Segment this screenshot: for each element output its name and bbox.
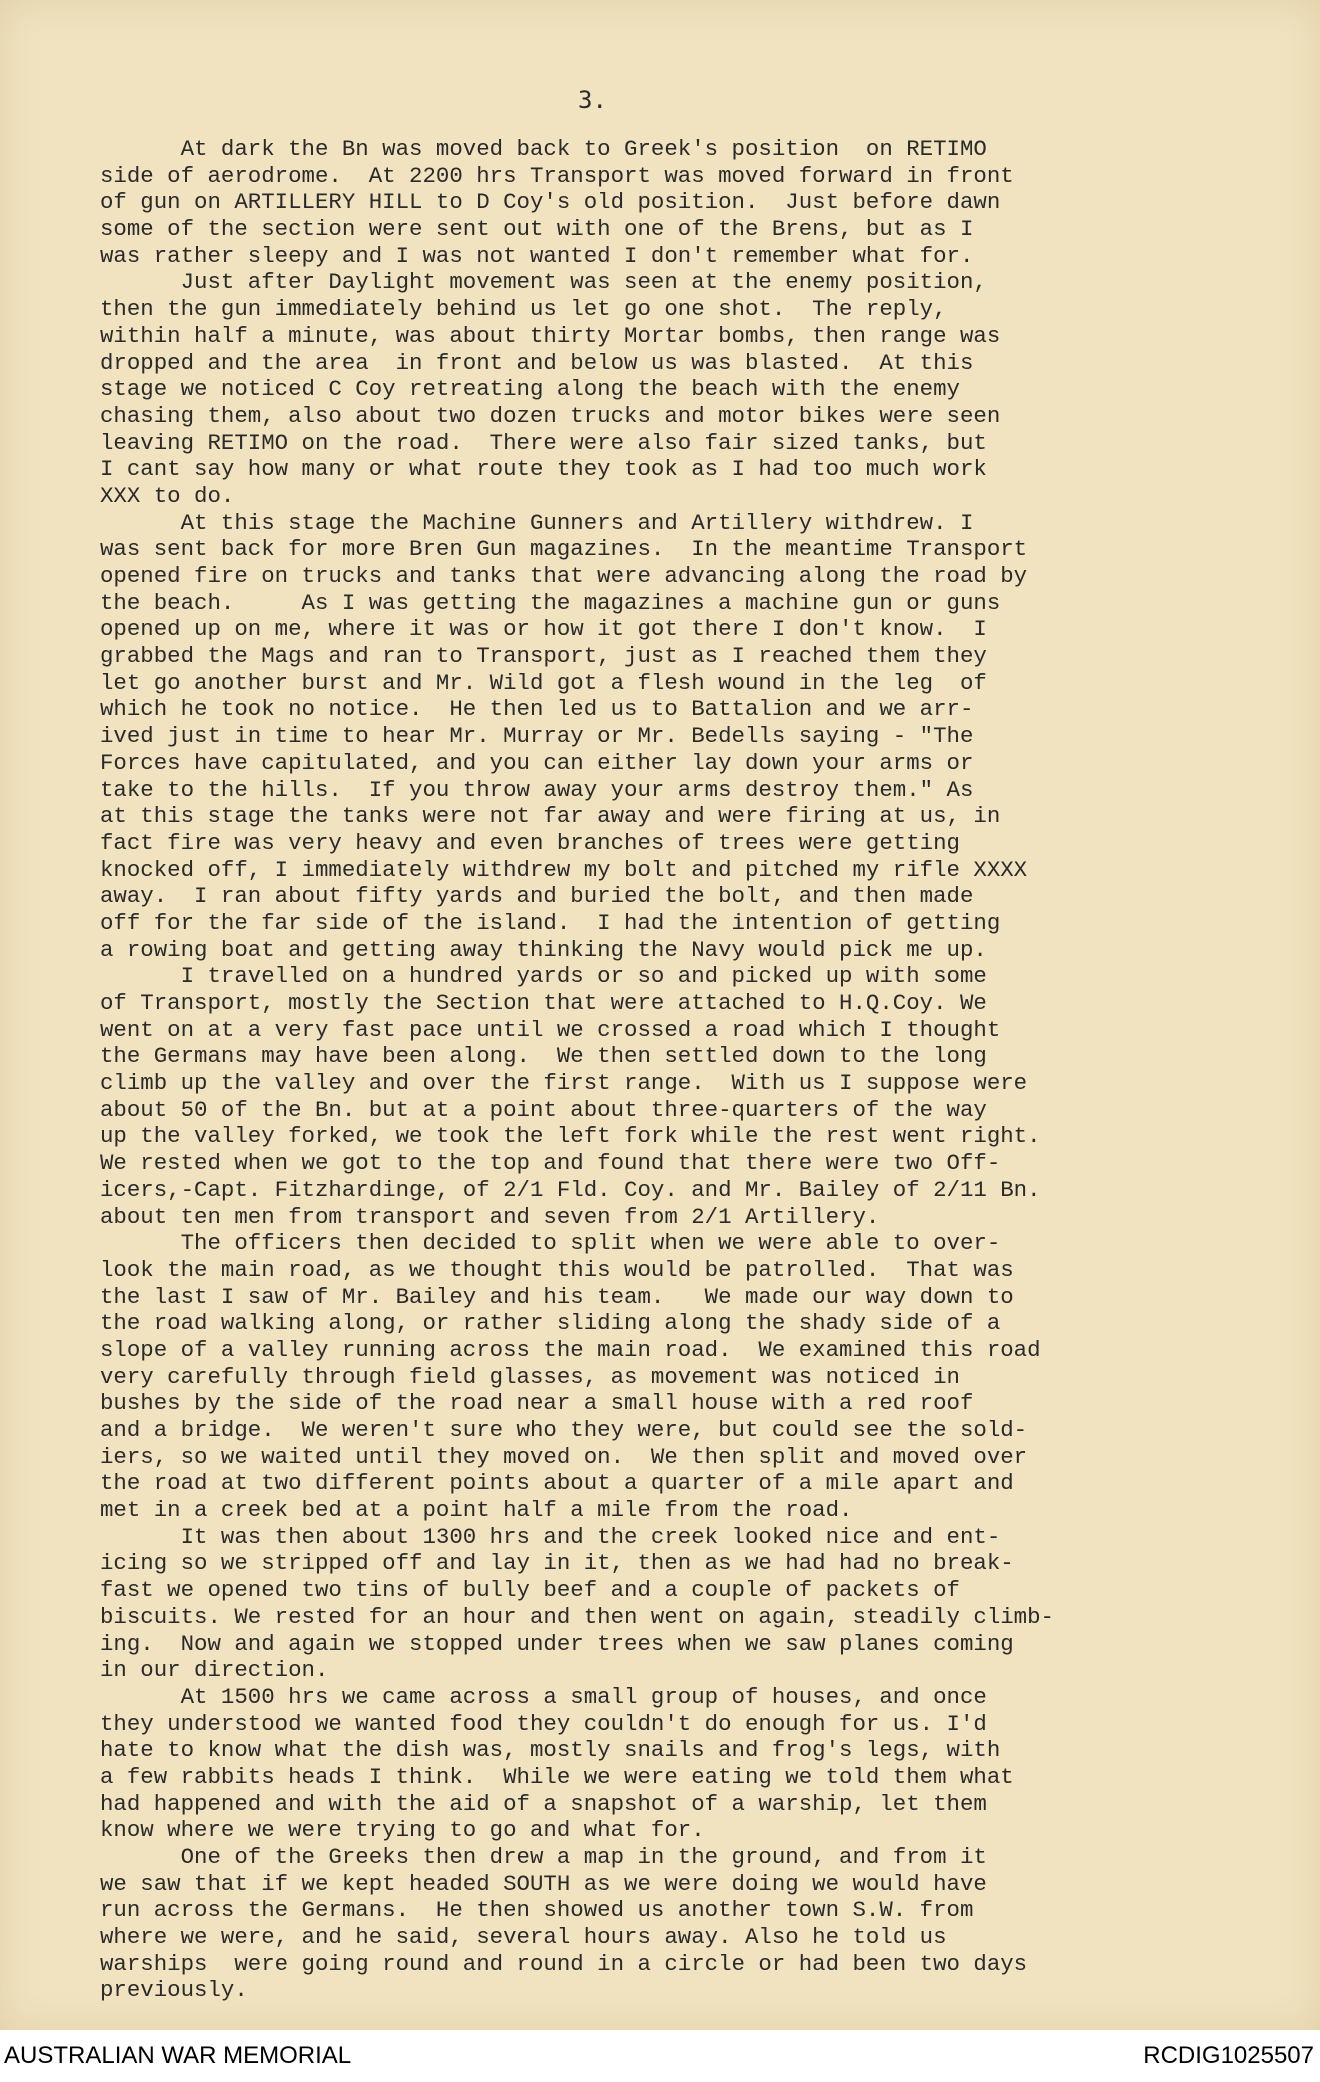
footer-item-id: RCDIG1025507 [1143, 2042, 1314, 2069]
typed-line: know where we were trying to go and what for. [100, 1817, 705, 1844]
typed-line: where we were, and he said, several hours away. Also he told us [100, 1924, 947, 1951]
typed-line: of Transport, mostly the Section that were attached to H.Q.Coy. We [100, 990, 987, 1016]
typed-line: At this stage the Machine Gunners and Artillery withdrew. I [100, 509, 974, 536]
typed-line: was sent back for more Bren Gun magazines. In the meantime Transport [100, 536, 1028, 563]
typed-line: had happened and with the aid of a snapshot of a warship, let them [100, 1790, 987, 1817]
typed-line: biscuits. We rested for an hour and then went on again, steadily climb- [100, 1603, 1054, 1630]
typed-line: previously. [100, 1977, 248, 2004]
typed-line: bushes by the side of the road near a small house with a red roof [100, 1390, 974, 1417]
typed-line: within half a minute, was about thirty Mortar bombs, then range was [100, 322, 1001, 349]
typed-line: leaving RETIMO on the road. There were also fair sized tanks, but [100, 429, 987, 456]
typed-line: a rowing boat and getting away thinking the Navy would pick me up. [100, 936, 987, 963]
typed-line: some of the section were sent out with one of the Brens, but as I [100, 216, 974, 243]
typed-line: Forces have capitulated, and you can either lay down your arms or [100, 749, 974, 776]
typed-line: The officers then decided to split when we were able to over- [100, 1230, 1001, 1257]
typed-line: knocked off, I immediately withdrew my bolt and pitched my rifle XXXX [100, 856, 1028, 883]
typed-line: which he took no notice. He then led us to Battalion and we arr- [100, 696, 974, 723]
typed-line: iers, so we waited until they moved on. We then split and moved over [100, 1443, 1028, 1470]
typed-line: run across the Germans. He then showed us another town S.W. from [100, 1897, 974, 1924]
typed-line: take to the hills. If you throw away your arms destroy them." As [100, 776, 974, 803]
typed-line: the road walking along, or rather sliding along the shady side of a [100, 1310, 1001, 1337]
typed-line: We rested when we got to the top and found that there were two Off- [100, 1150, 1001, 1177]
typed-line: fact fire was very heavy and even branches of trees were getting [100, 829, 960, 856]
typed-line: about ten men from transport and seven from 2/1 Artillery. [100, 1203, 880, 1230]
typed-line: of gun on ARTILLERY HILL to D Coy's old position. Just before dawn [100, 189, 1001, 216]
typed-line: ing. Now and again we stopped under trees when we saw planes coming [100, 1630, 1014, 1657]
typed-line: climb up the valley and over the first range. With us I suppose were [100, 1070, 1028, 1097]
typed-line: the last I saw of Mr. Bailey and his team. We made our way down to [100, 1283, 1014, 1310]
typed-line: and a bridge. We weren't sure who they were, but could see the sold- [100, 1417, 1028, 1443]
typed-line: went on at a very fast pace until we crossed a road which I thought [100, 1016, 1001, 1043]
typed-line: hate to know what the dish was, mostly snails and frog's legs, with [100, 1737, 1001, 1764]
typed-line: grabbed the Mags and ran to Transport, just as I reached them they [100, 643, 987, 670]
typed-line: icing so we stripped off and lay in it, then as we had had no break- [100, 1550, 1014, 1577]
typed-line: the road at two different points about a quarter of a mile apart and [100, 1470, 1014, 1497]
typed-line: they understood we wanted food they couldn't do enough for us. I'd [100, 1710, 987, 1737]
typed-line: At dark the Bn was moved back to Greek's position on RETIMO [100, 136, 987, 162]
typed-line: I travelled on a hundred yards or so and picked up with some [100, 963, 987, 990]
typed-line: a few rabbits heads I think. While we were eating we told them what [100, 1763, 1014, 1790]
typed-line: the beach. As I was getting the magazines a machine gun or guns [100, 589, 1001, 616]
typed-line: icers,-Capt. Fitzhardinge, of 2/1 Fld. Coy. and Mr. Bailey of 2/11 Bn. [100, 1176, 1041, 1203]
typed-line: very carefully through field glasses, as movement was noticed in [100, 1363, 960, 1390]
typed-line: opened fire on trucks and tanks that were advancing along the road by [100, 563, 1028, 589]
typed-line: we saw that if we kept headed SOUTH as we were doing we would have [100, 1870, 987, 1897]
typed-line: off for the far side of the island. I had the intention of getting [100, 909, 1001, 936]
typed-line: was rather sleepy and I was not wanted I don't remember what for. [100, 242, 974, 269]
typed-line: met in a creek bed at a point half a mile from the road. [100, 1497, 853, 1524]
typed-line: Just after Daylight movement was seen at the enemy position, [100, 269, 987, 296]
typed-line: ived just in time to hear Mr. Murray or Mr. Bedells saying - "The [100, 723, 974, 750]
page-number: 3. [578, 86, 607, 114]
footer-bar [0, 2030, 1320, 2082]
typed-line: in our direction. [100, 1657, 329, 1684]
typed-line: One of the Greeks then drew a map in the ground, and from it [100, 1844, 987, 1870]
footer-archive-name: AUSTRALIAN WAR MEMORIAL [4, 2042, 352, 2069]
typed-line: look the main road, as we thought this would be patrolled. That was [100, 1256, 1014, 1283]
typed-line: dropped and the area in front and below us was blasted. At this [100, 349, 974, 376]
typed-line: fast we opened two tins of bully beef and a couple of packets of [100, 1577, 960, 1604]
typed-line: stage we noticed C Coy retreating along the beach with the enemy [100, 376, 960, 403]
typed-line: away. I ran about fifty yards and buried the bolt, and then made [100, 883, 974, 910]
typed-body-text [100, 136, 1290, 2004]
typed-line: XXX to do. [100, 482, 235, 509]
typed-line: warships were going round and round in a circle or had been two days [100, 1950, 1028, 1977]
typed-line: I cant say how many or what route they took as I had too much work [100, 456, 987, 483]
typed-line: let go another burst and Mr. Wild got a flesh wound in the leg of [100, 669, 987, 696]
typed-line: then the gun immediately behind us let go one shot. The reply, [100, 296, 947, 323]
typed-line: It was then about 1300 hrs and the creek looked nice and ent- [100, 1523, 1001, 1550]
typed-line: side of aerodrome. At 2200 hrs Transport was moved forward in front [100, 162, 1014, 189]
typed-line: about 50 of the Bn. but at a point about three-quarters of the way [100, 1096, 987, 1123]
typed-line: slope of a valley running across the main road. We examined this road [100, 1336, 1041, 1363]
typed-line: the Germans may have been along. We then settled down to the long [100, 1043, 987, 1070]
typed-line: opened up on me, where it was or how it got there I don't know. I [100, 616, 987, 643]
typed-line: at this stage the tanks were not far away and were firing at us, in [100, 803, 1001, 830]
typed-line: up the valley forked, we took the left fork while the rest went right. [100, 1123, 1041, 1150]
typed-line: At 1500 hrs we came across a small group of houses, and once [100, 1683, 987, 1710]
typed-line: chasing them, also about two dozen trucks and motor bikes were seen [100, 402, 1001, 429]
